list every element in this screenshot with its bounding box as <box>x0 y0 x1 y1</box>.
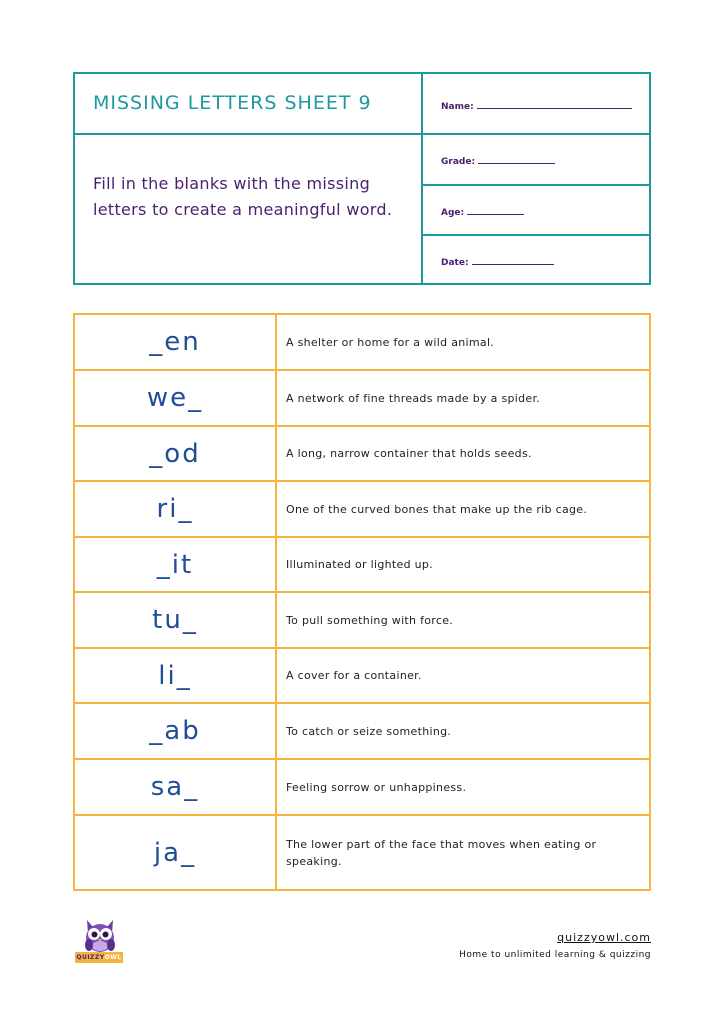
instructions-cell <box>75 135 423 285</box>
table-row <box>75 482 649 538</box>
clue-text: A network of fine threads made by a spider. <box>286 391 541 405</box>
word-cell[interactable] <box>75 482 277 536</box>
word-cell[interactable] <box>75 371 277 425</box>
table-row <box>75 427 649 482</box>
header-box <box>73 72 651 285</box>
clue-text: The lower part of the face that moves when eating or speaking. <box>286 837 597 868</box>
table-row <box>75 760 649 816</box>
site-tagline: Home to unlimited learning & quizzing <box>459 950 651 960</box>
missing-letter-word: _en <box>149 327 201 357</box>
grade-field[interactable] <box>441 155 555 167</box>
clue-text: A shelter or home for a wild animal. <box>286 335 495 349</box>
age-field-cell <box>423 186 649 236</box>
word-cell[interactable] <box>75 538 277 591</box>
clue-text: To pull something with force. <box>286 613 454 627</box>
clue-cell <box>277 649 649 702</box>
word-table <box>73 313 651 891</box>
missing-letter-word: we_ <box>146 383 204 413</box>
logo-wordmark <box>75 952 123 963</box>
date-field-cell <box>423 236 649 283</box>
grade-field-cell <box>423 135 649 186</box>
word-cell[interactable] <box>75 427 277 480</box>
missing-letter-word: ja_ <box>153 837 197 868</box>
date-blank-line[interactable] <box>472 256 554 265</box>
logo-wordmark-part-b: OWL <box>104 954 122 961</box>
table-row <box>75 704 649 760</box>
age-label: Age: <box>441 208 465 218</box>
logo-wordmark-part-a: QUIZZY <box>76 954 105 961</box>
name-field-cell <box>423 74 649 135</box>
clue-text: A cover for a container. <box>286 669 422 682</box>
clue-cell <box>277 704 649 758</box>
missing-letter-word: _it <box>156 549 194 580</box>
missing-letter-word: ri_ <box>156 494 194 524</box>
sheet-title: MISSING LETTERS SHEET 9 <box>93 92 372 114</box>
table-row <box>75 649 649 704</box>
missing-letter-word: tu_ <box>152 605 198 635</box>
age-blank-line[interactable] <box>467 206 524 215</box>
missing-letter-word: sa_ <box>150 772 200 802</box>
instructions-text: Fill in the blanks with the missing letters to create a meaningful word. <box>93 174 393 219</box>
grade-label: Grade: <box>441 157 476 167</box>
word-cell[interactable] <box>75 816 277 889</box>
clue-text: To catch or seize something. <box>286 724 452 738</box>
date-label: Date: <box>441 258 469 268</box>
table-row <box>75 593 649 649</box>
clue-text: Feeling sorrow or unhappiness. <box>286 780 467 794</box>
site-link[interactable]: quizzyowl.com <box>557 931 651 944</box>
name-label: Name: <box>441 102 474 112</box>
age-field[interactable] <box>441 206 524 218</box>
table-row <box>75 315 649 371</box>
clue-text: A long, narrow container that holds seeds. <box>286 447 532 460</box>
table-row <box>75 538 649 593</box>
table-row <box>75 816 649 889</box>
clue-cell <box>277 482 649 536</box>
word-cell[interactable] <box>75 760 277 814</box>
clue-cell <box>277 760 649 814</box>
clue-text: Illuminated or lighted up. <box>286 558 433 571</box>
clue-cell <box>277 593 649 647</box>
word-cell[interactable] <box>75 315 277 369</box>
word-cell[interactable] <box>75 649 277 702</box>
clue-cell <box>277 371 649 425</box>
date-field[interactable] <box>441 256 554 268</box>
missing-letter-word: li_ <box>158 660 192 691</box>
clue-cell <box>277 427 649 480</box>
name-field[interactable] <box>441 100 632 112</box>
clue-cell <box>277 816 649 889</box>
clue-cell <box>277 315 649 369</box>
clue-text: One of the curved bones that make up the rib cage. <box>286 502 588 516</box>
name-blank-line[interactable] <box>477 100 632 109</box>
word-cell[interactable] <box>75 593 277 647</box>
grade-blank-line[interactable] <box>478 155 555 164</box>
title-cell <box>75 74 423 135</box>
word-cell[interactable] <box>75 704 277 758</box>
table-row <box>75 371 649 427</box>
clue-cell <box>277 538 649 591</box>
missing-letter-word: _od <box>149 438 201 469</box>
missing-letter-word: _ab <box>149 716 201 746</box>
